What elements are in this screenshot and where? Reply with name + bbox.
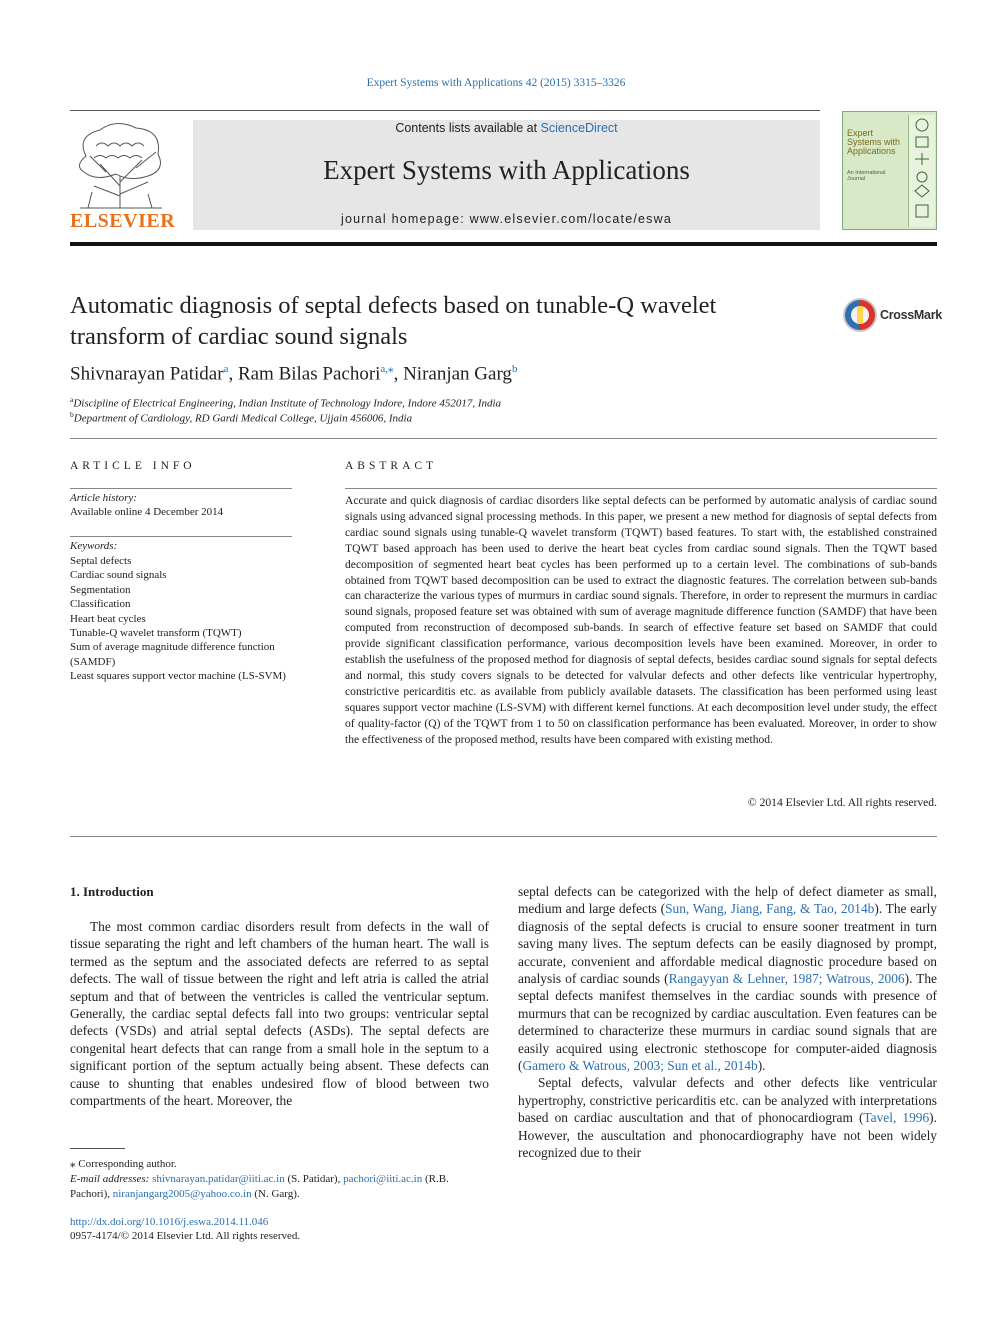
history-value: Available online 4 December 2014 <box>70 506 224 518</box>
keyword-item: Least squares support vector machine (LS-SVM) <box>70 670 286 683</box>
affiliation-b <box>70 410 412 425</box>
keyword-item: Heart beat cycles <box>70 612 146 625</box>
crossmark-label[interactable]: CrossMark <box>880 308 942 322</box>
divider <box>70 438 937 439</box>
sciencedirect-link[interactable]: ScienceDirect <box>540 121 618 135</box>
keyword-item: Sum of average magnitude difference function (SAMDF) <box>70 641 275 668</box>
email-owner: (N. Garg). <box>251 1188 300 1200</box>
header-thick-rule <box>70 242 937 246</box>
citation-link[interactable]: Gamero & Watrous, 2003; Sun et al., 2014b <box>522 1058 758 1074</box>
email-footnote <box>70 1172 489 1202</box>
body-column-right <box>518 883 937 1162</box>
cover-subtitle: An International Journal <box>847 170 886 182</box>
email-link[interactable]: pachori@iiti.ac.in <box>343 1173 423 1185</box>
keyword-list <box>70 554 292 684</box>
doi-link[interactable]: http://dx.doi.org/10.1016/j.eswa.2014.11.046 <box>70 1216 269 1228</box>
divider <box>70 536 292 537</box>
affiliation-a <box>70 395 501 410</box>
author-name[interactable]: Ram Bilas Pachori <box>237 363 381 385</box>
email-owner: (S. Patidar), <box>284 1173 344 1185</box>
text-run: ). The early diagnosis of the septal defects is crucial to ensure sooner treatment in turn saving many lives. The septum defects can be easily diagnosed by prompt, accurate, convenient and affordable medical diagnostic procedure based on analysis of cardiac sounds ( <box>518 901 938 987</box>
text-run: ). <box>757 1058 766 1074</box>
author-affil-mark[interactable]: a <box>223 363 229 375</box>
corresponding-author-note: ⁎ Corresponding author. <box>70 1158 177 1170</box>
body-paragraph <box>518 1074 937 1161</box>
email-label: E-mail addresses: <box>70 1173 153 1185</box>
affiliation-text: Department of Cardiology, RD Gardi Medical College, Ujjain 456006, India <box>73 412 413 425</box>
publisher-wordmark: ELSEVIER <box>70 210 176 232</box>
author-affil-mark[interactable]: a,⁎ <box>380 363 394 375</box>
citation-link[interactable]: Rangayyan & Lehner, 1987; Watrous, 2006 <box>668 971 905 987</box>
crossmark-icon[interactable] <box>842 297 878 333</box>
author-name[interactable]: Niranjan Garg <box>403 363 512 385</box>
abstract-body: Accurate and quick diagnosis of cardiac disorders like septal defects can be performed by automatic analysis of cardiac sound signals using advanced signal processing methods. In this paper, we present a new method for diagnosis of septal defects from cardiac sound signals using tunable-Q wavelet transform (TQWT) based features. To start with, the established constrained TQWT based approach has been used to derive the heart beat cycles from cardiac sound signals. Then the TQWT based decomposition of segmented heart beat cycles has been performed up to a certain level. The combinations of sub-bands obtained from TQWT based decomposition can be used to extract the diagnostic features. The correlation between sub-bands can characterize the various types of murmurs in cardiac sound signals. Therefore, in order to represent the murmurs in cardiac sound signals, proposed feature set was obtained with sum of average magnitude difference function (SAMDF) that have been computed from reconstruction of decomposed sub-bands. In search of effective feature set based on SAMDF that could provide significant classification performance, various decomposition levels have been examined. Moreover, in order to establish the usefulness of the proposed method for diagnosis of septal defects, besides cardiac sound signals for septal defects and normal, this study covers signals to be detected for valvular defects and other defects like ventricular hypertrophy, constrictive pericarditis etc. as available from publicly available datasets. The classification has been performed using least squares support vector machine (LS-SVM) with different kernel functions. At each decomposition level under study, the effect of quality-factor (Q) of the TQWT from 1 to 50 on classification performance has been evaluated. Moreover, in order to show the effectiveness of the proposed method, results have been compared with existing method. <box>345 494 937 746</box>
citation-link[interactable]: Sun, Wang, Jiang, Fang, & Tao, 2014b <box>665 901 875 917</box>
abstract-copyright: © 2014 Elsevier Ltd. All rights reserved. <box>747 796 937 809</box>
divider <box>70 836 937 837</box>
body-paragraph <box>518 883 937 1074</box>
email-owner: (R.B. Pachori), <box>70 1173 449 1200</box>
affiliation-mark: b <box>70 410 74 419</box>
header-top-rule <box>70 110 820 111</box>
body-paragraph: The most common cardiac disorders result from defects in the wall of tissue separating the right and left chambers of the human heart. The wall is termed as the septum and the associated defects are referred to as septal defects. The wall of tissue between the right and left atria is called the atrial septum and that of between the ventricles is called the ventricular septum. Generally, the cardiac septal defects fall into two groups: ventricular septal defects (VSDs) and atrial septal defects (ASDs). The septal defects are congenital heart defects that can range from a small hole in the septum to a significant portion of the septum actually being absent. These defects can cause to shunting that enables undesired flow of blood between two compartments of the heart. Moreover, the <box>70 919 489 1109</box>
homepage-line <box>193 212 820 226</box>
body-column-left <box>70 918 489 1109</box>
keywords-label: Keywords: <box>70 540 118 552</box>
contents-prefix: Contents lists available at <box>395 121 541 135</box>
author-affil-mark[interactable]: b <box>511 363 518 375</box>
text-run: Septal defects, valvular defects and other defects like ventricular hypertrophy, constrictive pericarditis etc. can be analyzed with interpretations based on cardiac auscultation and that of phonocardiogram ( <box>518 1075 937 1126</box>
email-link[interactable]: shivnarayan.patidar@iiti.ac.in <box>152 1173 285 1185</box>
abstract-heading: ABSTRACT <box>345 460 438 472</box>
footnote-rule <box>70 1148 125 1149</box>
homepage-link[interactable]: www.elsevier.com/locate/eswa <box>469 212 673 226</box>
journal-title[interactable]: Expert Systems with Applications <box>323 155 690 185</box>
keyword-item: Cardiac sound signals <box>70 569 167 582</box>
affiliation-text: Discipline of Electrical Engineering, Indian Institute of Technology Indore, Indore 452017, India <box>73 397 502 410</box>
cover-icon-strip <box>908 115 935 227</box>
issn-line: 0957-4174/© 2014 Elsevier Ltd. All rights reserved. <box>70 1230 301 1242</box>
keyword-item: Segmentation <box>70 583 131 596</box>
divider <box>70 488 292 489</box>
text-run: ). However, the auscultation and phonocardiography have not been widely recognized due to their <box>518 1110 937 1161</box>
text-run: ). The septal defects manifest themselves in the cardiac sounds with presence of murmurs that can be recognized by cardiac auscultation. Even features can be determined to characterize these murmurs in cardiac sound signals that are easily acquired using electronic stethoscope for computer-aided diagnosis ( <box>518 971 937 1074</box>
affiliation-mark: a <box>70 395 74 404</box>
divider <box>345 488 937 489</box>
keyword-item: Tunable-Q wavelet transform (TQWT) <box>70 627 242 640</box>
text-run: septal defects can be categorized with the help of defect diameter as small, medium and large defects ( <box>518 884 937 917</box>
contents-line <box>193 121 820 135</box>
citation-link[interactable]: Tavel, 1996 <box>863 1110 930 1126</box>
section-heading: 1. Introduction <box>70 884 154 899</box>
article-title: Automatic diagnosis of septal defects based on tunable-Q wavelet transform of cardiac sound signals <box>70 292 717 350</box>
article-info-heading: ARTICLE INFO <box>70 460 196 472</box>
keyword-item: Septal defects <box>70 555 132 567</box>
journal-reference-link[interactable]: Expert Systems with Applications 42 (2015) 3315–3326 <box>366 77 626 89</box>
history-label: Article history: <box>70 492 137 504</box>
keyword-item: Classification <box>70 598 131 611</box>
email-link[interactable]: niranjangarg2005@yahoo.co.in <box>112 1188 252 1200</box>
author-name[interactable]: Shivnarayan Patidar <box>70 363 224 385</box>
homepage-prefix: journal homepage: <box>340 212 470 226</box>
cover-title: Expert Systems with Applications <box>847 128 901 156</box>
author-list: Shivnarayan Patidar$^a$, Ram Bilas Pachori$^{a,⁎}$, Niranjan Garg$^b$ <box>70 363 518 385</box>
